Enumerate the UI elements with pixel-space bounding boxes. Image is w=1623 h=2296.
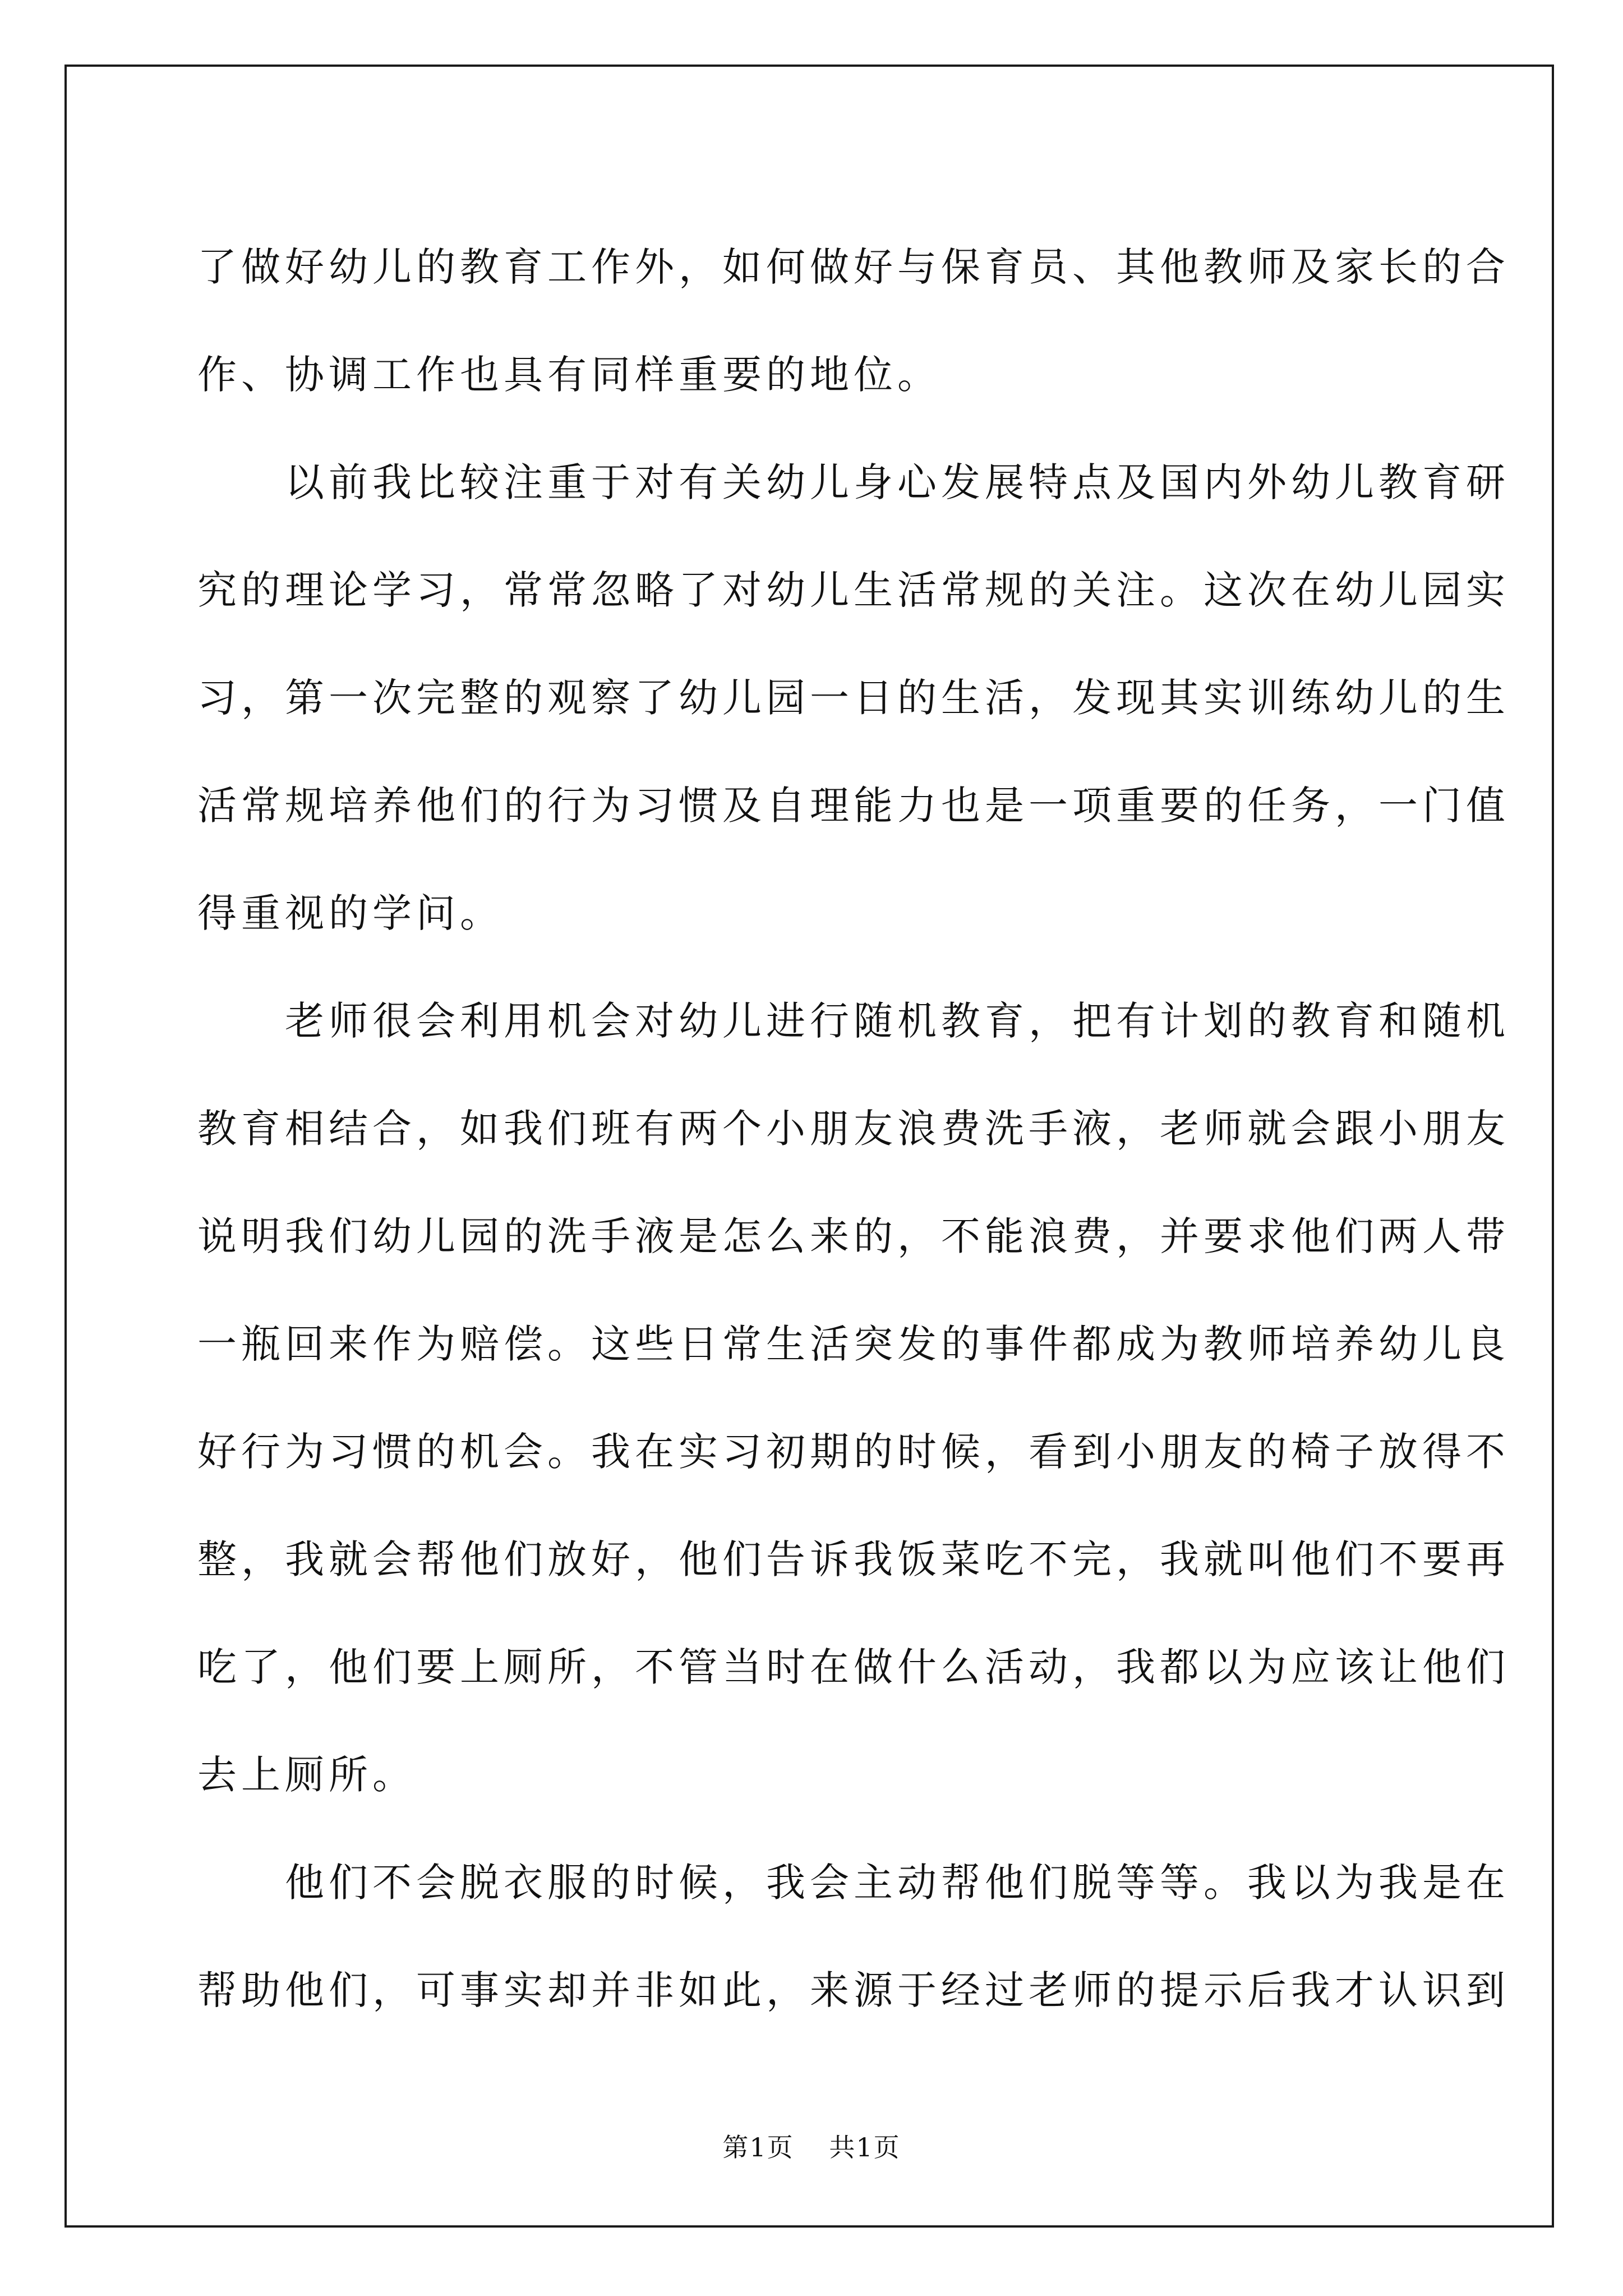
text-line: 去上厕所。	[197, 1752, 416, 1798]
text-line: 他们不会脱衣服的时候，我会主动帮他们脱等等。我以为我是在	[197, 1860, 1510, 1906]
text-line: 一瓶回来作为赔偿。这些日常生活突发的事件都成为教师培养幼儿良	[197, 1321, 1510, 1367]
paragraph	[197, 213, 1510, 429]
text-line: 教育相结合，如我们班有两个小朋友浪费洗手液，老师就会跟小朋友	[197, 1106, 1510, 1152]
page-footer	[0, 2127, 1623, 2164]
text-line: 得重视的学问。	[197, 890, 504, 936]
document-body	[197, 213, 1510, 2044]
paragraph	[197, 967, 1510, 1829]
text-line: 帮助他们，可事实却并非如此，来源于经过老师的提示后我才认识到	[197, 1967, 1510, 2013]
page-total: 共1页	[829, 2132, 901, 2162]
text-line: 活常规培养他们的行为习惯及自理能力也是一项重要的任务，一门值	[197, 783, 1510, 829]
text-line: 究的理论学习，常常忽略了对幼儿生活常规的关注。这次在幼儿园实	[197, 567, 1510, 613]
text-line: 整，我就会帮他们放好，他们告诉我饭菜吃不完，我就叫他们不要再	[197, 1536, 1510, 1582]
text-line: 好行为习惯的机会。我在实习初期的时候，看到小朋友的椅子放得不	[197, 1429, 1510, 1475]
text-line: 作、协调工作也具有同样重要的地位。	[197, 352, 941, 398]
text-line: 了做好幼儿的教育工作外，如何做好与保育员、其他教师及家长的合	[197, 244, 1510, 290]
paragraph	[197, 1829, 1510, 2044]
text-line: 吃了，他们要上厕所，不管当时在做什么活动，我都以为应该让他们	[197, 1644, 1510, 1690]
page-number: 第1页	[722, 2132, 794, 2162]
paragraph	[197, 429, 1510, 967]
text-line: 习，第一次完整的观察了幼儿园一日的生活，发现其实训练幼儿的生	[197, 675, 1510, 721]
text-line: 说明我们幼儿园的洗手液是怎么来的，不能浪费，并要求他们两人带	[197, 1213, 1510, 1259]
text-line: 老师很会利用机会对幼儿进行随机教育，把有计划的教育和随机	[197, 998, 1510, 1044]
text-line: 以前我比较注重于对有关幼儿身心发展特点及国内外幼儿教育研	[197, 459, 1510, 505]
